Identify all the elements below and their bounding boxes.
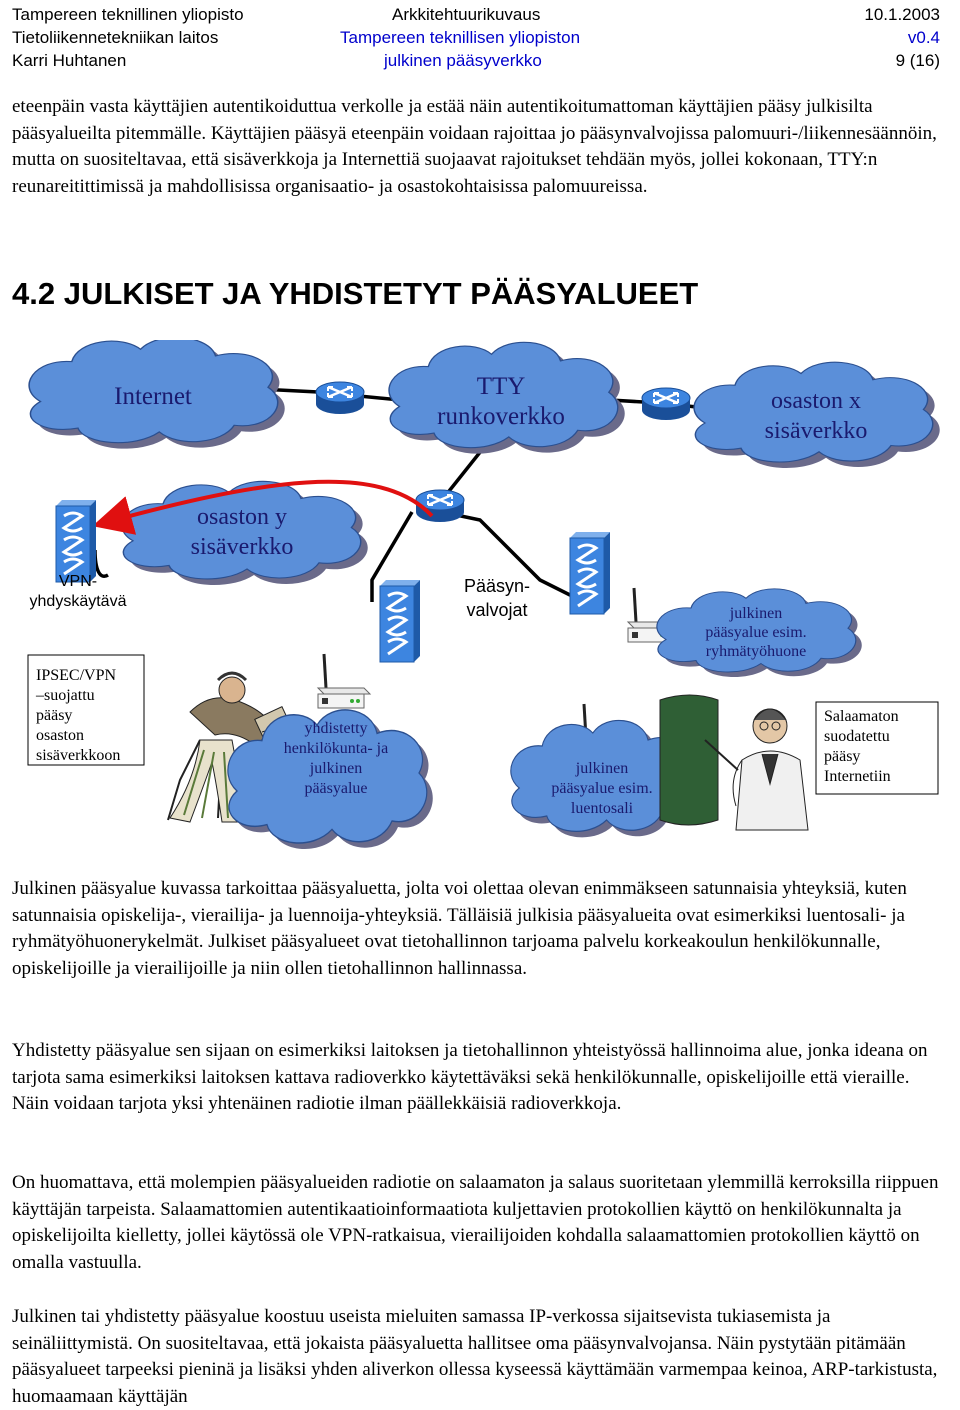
header-org: Tampereen teknillinen yliopisto [12,5,244,24]
ipsec-line-5: sisäverkkoon [36,747,121,764]
cloud-osaston-y-label-2: sisäverkko [190,534,294,560]
network-diagram [0,340,960,860]
ipsec-line-4: osaston [36,727,84,744]
firewall-julkinen-icon [570,532,610,614]
cloud-osaston-y-label-1: osaston y [197,504,287,530]
header-department: Tietoliikennetekniikan laitos [12,28,219,47]
header-author: Karri Huhtanen [12,51,127,70]
cloud-tty-label-1: TTY [476,373,526,400]
cloud-yhdistetty-label-2: henkilökunta- ja [283,740,389,757]
router-osaston-x-icon [642,388,690,420]
access-controllers-label-1: Pääsyn- [463,576,531,596]
unencrypted-line-1: Salaamaton [824,708,899,725]
ipsec-box [28,655,144,765]
paragraph-yhdistetty: Yhdistetty pääsyalue sen sijaan on esimerkiksi laitoksen ja tietohallinnon yhteistyössä hallinnoima alue, jonka ideana on tarjota sama esimerkiksi laitoksen kattava radioverkko käytettäväksi sekä henkilökunnalle, opiskelijoille että vieraille. Näin voidaan tarjota yksi yhtenäinen radiotie ilman päällekkäisiä radioverkkoja. [12,1040,928,1115]
cloud-internet-label: Internet [114,383,192,410]
router-internet-icon [316,382,364,414]
cloud-ryhma-label-3: ryhmätyöhuone [705,643,807,660]
header-date: 10.1.2003 [864,5,940,24]
cloud-yhdistetty-label-1: yhdistetty [304,720,368,737]
cloud-tty [389,342,625,453]
lecturer-figure [660,695,808,830]
ipsec-line-3: pääsy [36,707,73,724]
cloud-ryhma-label-2: pääsyalue esim. [705,624,807,641]
ipsec-line-2: –suojattu [36,687,95,704]
header-page-number: 9 (16) [895,51,940,70]
cloud-tty-label-2: runkoverkko [437,403,565,430]
paragraph-julkinen: Julkinen pääsyalue kuvassa tarkoittaa pääsyaluetta, jolta voi olettaa olevan enimmäkseen satunnaisia yhteyksiä, kuten satunnaisia opiskelija-, vierailija- ja luennoija-yhteyksiä. Tälläisiä julkisia pääsyalueita ovat esimerkiksi luentosali- ja ryhmätyöhuonerykelmät. Julkiset pääsyalueet ovat tietohallinnon tarjoama palvelu korkeakoulun henkilökunnalle, opiskelijoille ja vierailijoille ja niin ollen tietohallinnon hallinnassa. [12,878,907,979]
unencrypted-box [816,702,938,794]
header-doc-type: Arkkitehtuurikuvaus [392,5,541,24]
cloud-luentosali-label-2: pääsyalue esim. [551,780,653,797]
section-title: 4.2 JULKISET JA YHDISTETYT PÄÄSYALUEET [12,276,699,311]
cloud-osaston-x-label-1: osaston x [771,388,861,414]
firewall-yhdistetty-icon [380,580,420,662]
unencrypted-line-2: suodatettu [824,728,890,745]
cloud-ryhma-label-1: julkinen [729,605,783,622]
ipsec-line-1: IPSEC/VPN [36,667,117,684]
header-version: v0.4 [907,28,940,47]
cloud-luentosali-label-1: julkinen [575,760,629,777]
unencrypted-line-4: Internetiin [824,768,891,785]
paragraph-radiotie: On huomattava, että molempien pääsyalueiden radiotie on salaamaton ja salaus suoritetaan ylemmillä kerroksilla riippuen käyttäjän tarpeista. Salaamattomien autentikaatioinformaatiota kuljettavien protokollien käyttö on henkilökunnalta ja opiskelijoilta kielletty, jollei käytössä ole VPN-ratkaisua, vierailijoiden kohdalla salaamattomien protokollien käyttö on omalla vastuulla. [12,1172,939,1273]
cloud-osaston-x [694,362,940,468]
access-point-yhdistetty-icon [318,654,370,708]
header-doc-title-2: julkinen pääsyverkko [384,51,542,70]
unencrypted-line-3: pääsy [824,748,861,765]
access-controllers-label-2: valvojat [466,600,528,620]
cloud-luentosali-label-3: luentosali [570,800,634,817]
cloud-yhdistetty-label-4: pääsyalue [304,780,368,797]
cloud-osaston-x-label-2: sisäverkko [764,418,868,444]
vpn-gateway-label-2: yhdyskäytävä [29,593,127,610]
paragraph-koostumus: Julkinen tai yhdistetty pääsyalue koostuu useista mieluiten samassa IP-verkossa sijaitsevista tukiasemista ja seinäliittymistä. On suositeltavaa, että jokaista pääsyaluetta hallitsee oma pääsynvalvojansa. Näin pystytään pitämään pääsyalueet tarpeeksi pieninä ja lisäksi yhden aliverkon ollessa kyseessä käyttämään varmempaa keinoa, ARP-tarkistusta, huomaamaan käyttäjän [12,1306,938,1407]
vpn-gateway-label-1: VPN- [58,573,98,590]
header-doc-title-1: Tampereen teknillisen yliopiston [340,28,581,47]
vpn-gateway-icon [56,500,96,582]
intro-paragraph: eteenpäin vasta käyttäjien autentikoiduttua verkolle ja estää näin autentikoitumattoman käyttäjien pääsy julkisilta pääsyalueilta pitemmälle. Käyttäjien pääsyä eteenpäin voidaan rajoittaa jo pääsynvalvojissa palomuuri-/liikennesäännöin, mutta on suositeltavaa, että sisäverkkoja ja Internettiä suojaavat rajoitukset tehdään myös, jollei kokonaan, TTY:n reunareitittimissä ja mahdollisissa organisaatio- ja osastokohtaisissa palomuureissa. [12,96,937,197]
cloud-yhdistetty-label-3: julkinen [309,760,363,777]
cloud-julkinen-ryhmatyohuone [657,589,862,677]
cloud-internet [29,340,285,449]
cloud-osaston-y [122,481,368,585]
